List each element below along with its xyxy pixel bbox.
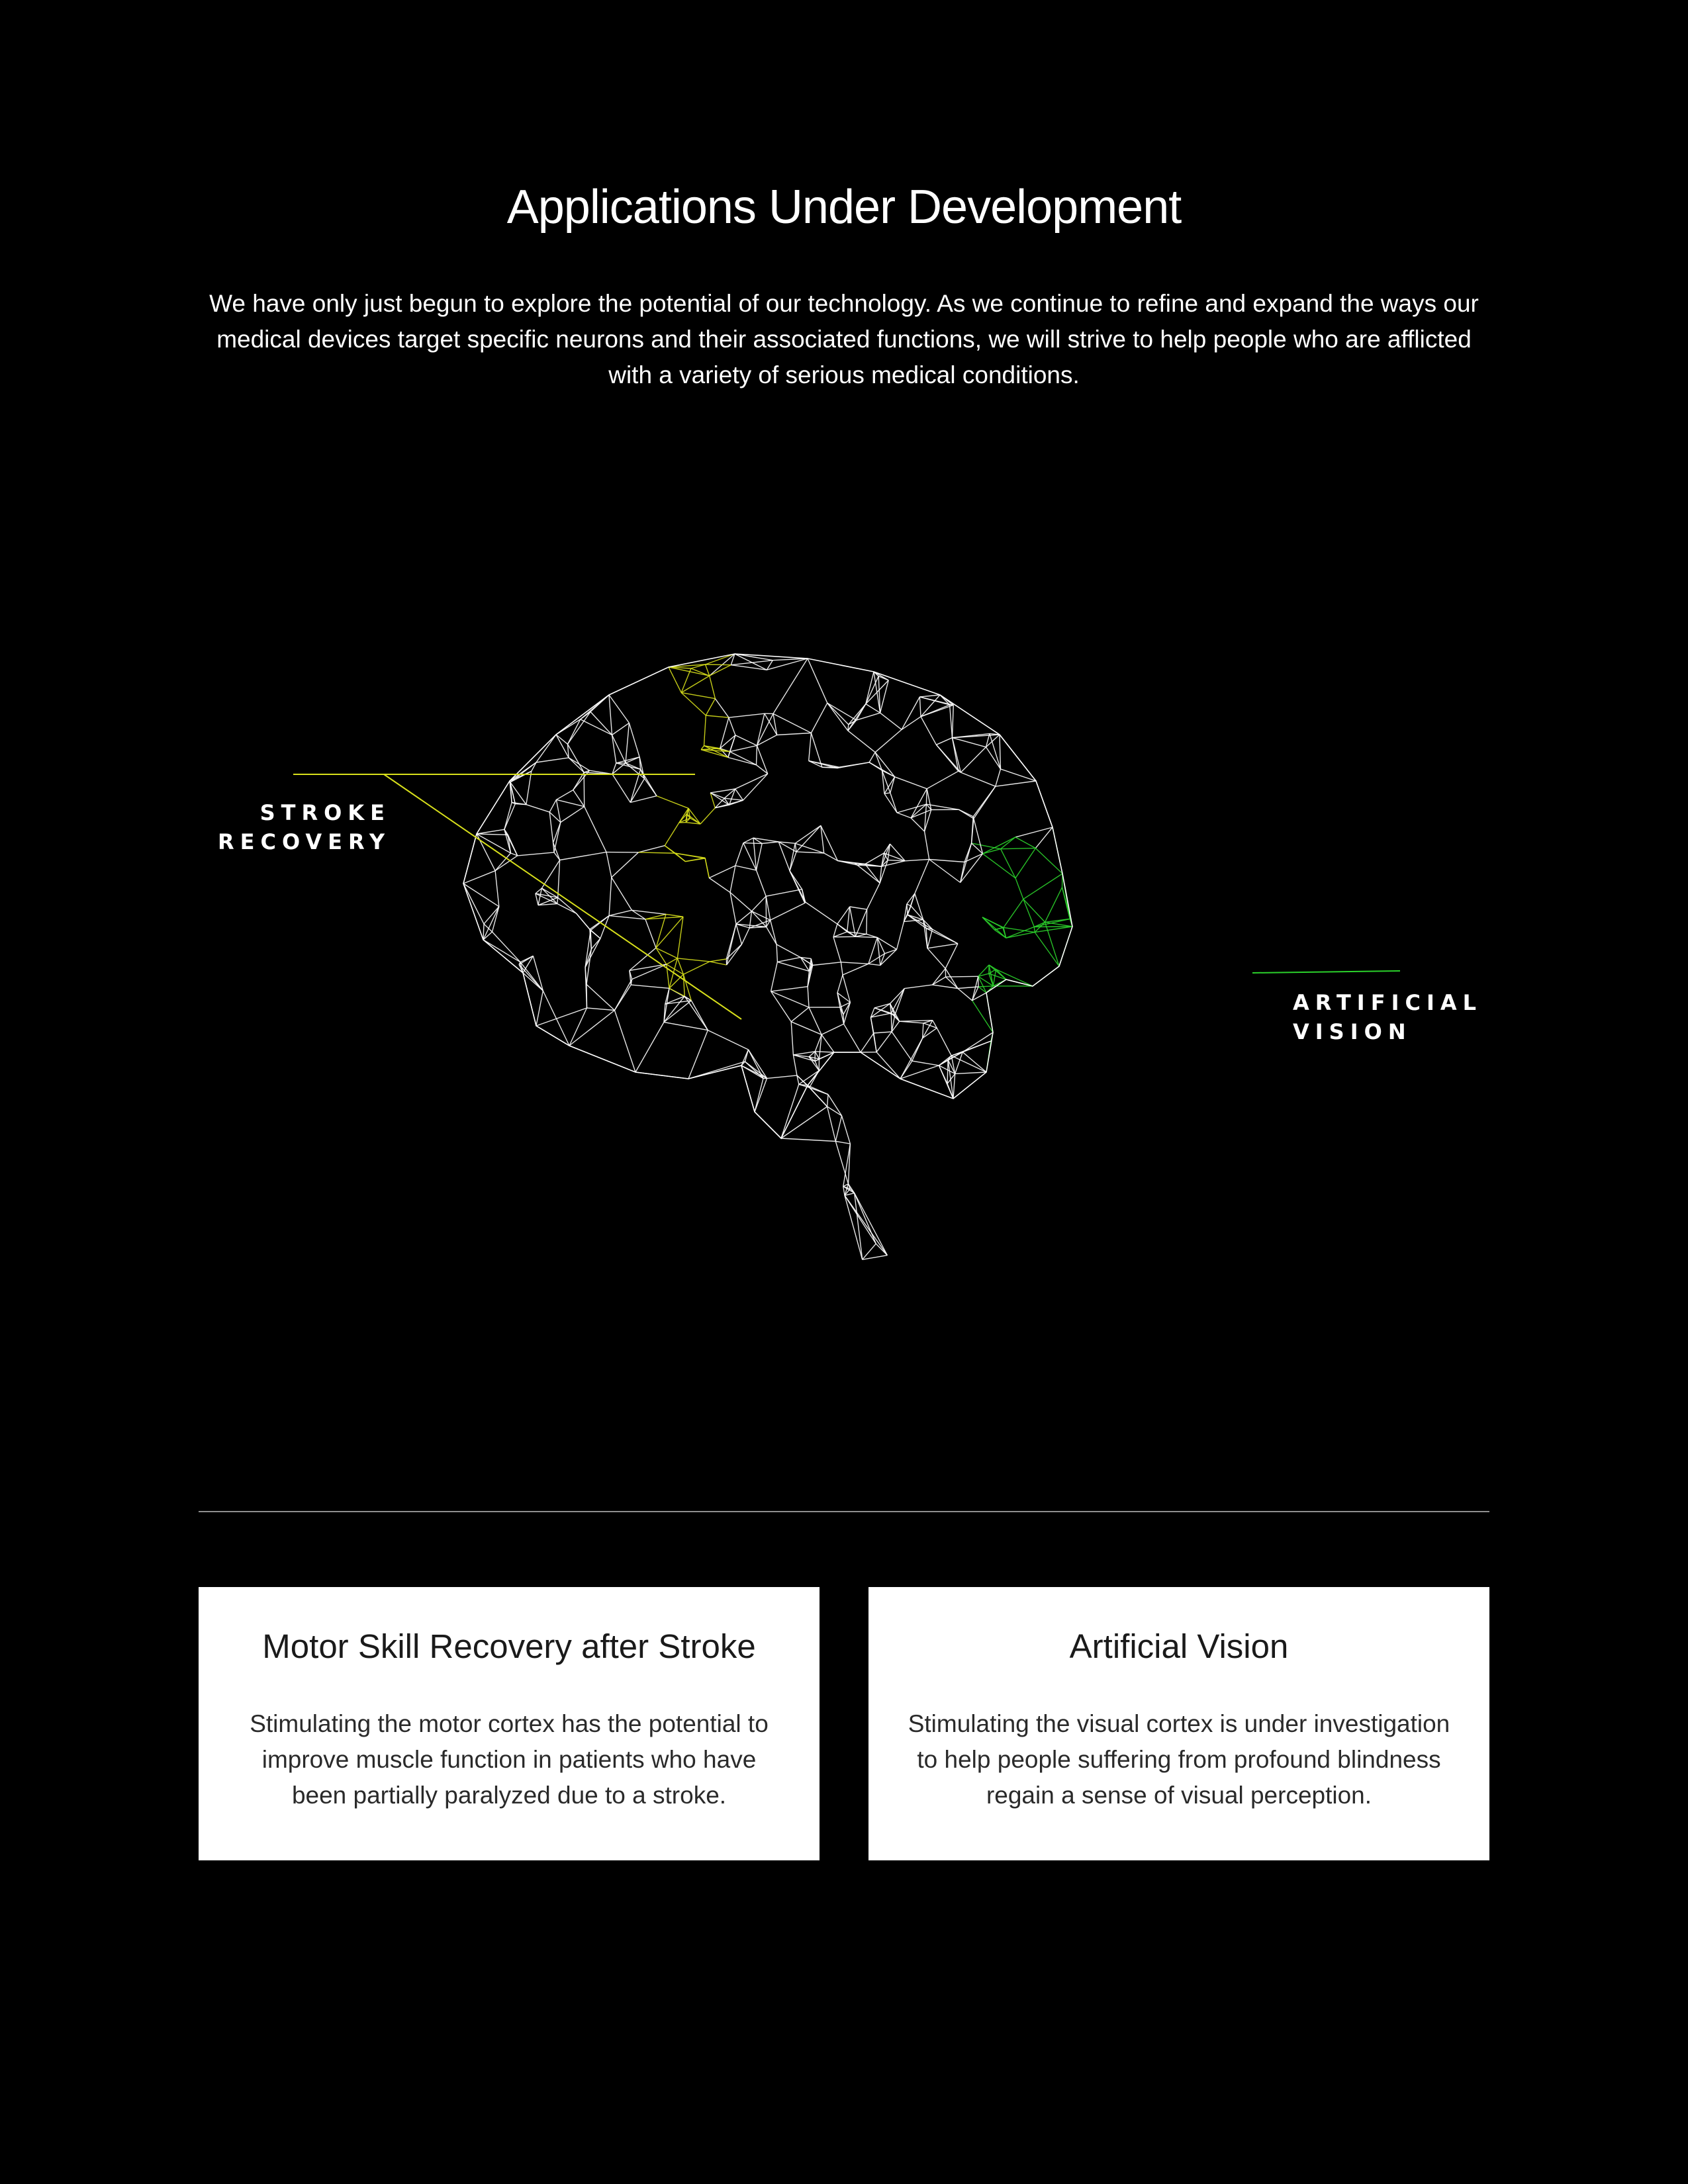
page-title: Applications Under Development — [506, 181, 1182, 234]
card-artificial-vision — [868, 1587, 1489, 1860]
card-description: Stimulating the motor cortex has the potential to improve muscle function in patients who have been partially paralyzed due to a stroke. — [250, 1710, 769, 1809]
card-title: Artificial Vision — [1069, 1627, 1289, 1665]
brain-illustration — [0, 622, 1688, 1310]
stroke-recovery-label — [199, 798, 391, 856]
artificial-vision-label — [1293, 988, 1505, 1046]
stroke-label-line2: RECOVERY — [217, 829, 391, 854]
stroke-label-line1: STROKE — [259, 800, 391, 825]
card-motor-skill-recovery — [199, 1587, 820, 1860]
card-title: Motor Skill Recovery after Stroke — [262, 1627, 756, 1665]
vision-label-line2: VISION — [1293, 1019, 1412, 1044]
vision-label-line1: ARTIFICIAL — [1293, 990, 1483, 1015]
section-divider — [199, 1511, 1489, 1512]
vision-callout-line — [1252, 971, 1400, 973]
intro-paragraph: We have only just begun to explore the potential of our technology. As we continue to refine and expand the ways our medical devices target specific neurons and their associated functions, we will strive to help people who are afflicted with a variety of serious medical conditions. — [209, 290, 1479, 388]
callout-lines — [0, 622, 1688, 1310]
card-description: Stimulating the visual cortex is under investigation to help people suffering from profound blindness regain a sense of visual perception. — [908, 1710, 1450, 1809]
